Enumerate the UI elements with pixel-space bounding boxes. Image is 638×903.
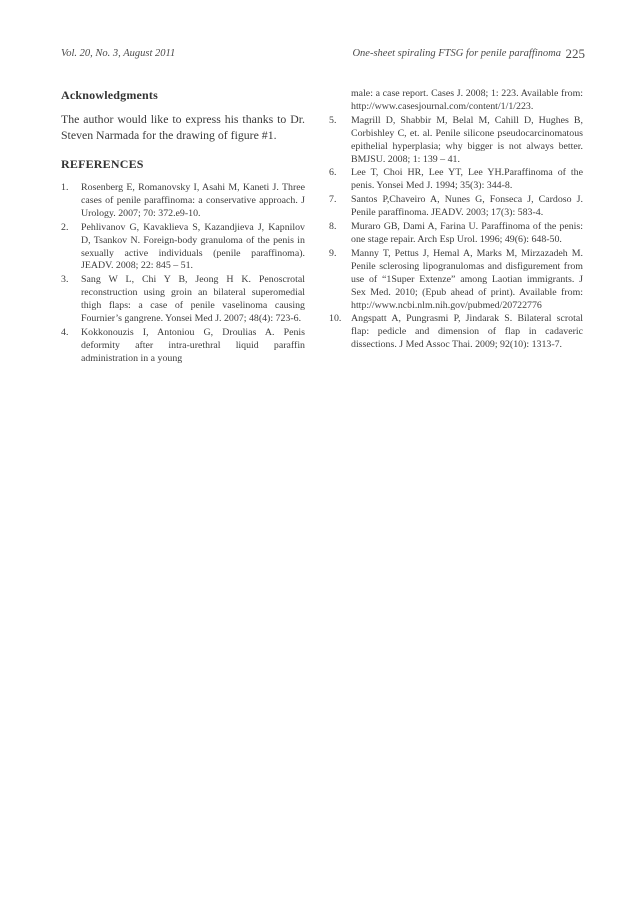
right-column xyxy=(329,88,583,353)
reference-number: 5. xyxy=(329,114,337,126)
running-title: One-sheet spiraling FTSG for penile paraffinoma xyxy=(352,48,561,59)
reference-number: 9. xyxy=(329,247,337,259)
reference-text: Manny T, Pettus J, Hemal A, Marks M, Mirzazadeh M. Penile sclerosing lipogranulomas and disfigurement from use of “1Super Extenze” among Laotian immigrants. J Sex Med. 2010; (Epub ahead of print). Available from: http://www.ncbi.nlm.nih.gov/pubmed/20722776 xyxy=(351,247,583,311)
reference-number: 3. xyxy=(61,274,69,286)
reference-text: Santos P,Chaveiro A, Nunes G, Fonseca J, Cardoso J. Penile paraffinoma. JEADV. 2003; 17(3): 583-4. xyxy=(351,194,583,219)
acknowledgments-heading: Acknowledgments xyxy=(61,88,159,102)
reference-text: Lee T, Choi HR, Lee YT, Lee YH.Paraffinoma of the penis. Yonsei Med J. 1994; 35(3): 344-8. xyxy=(351,167,583,192)
reference-item xyxy=(329,248,583,313)
reference-text: Muraro GB, Dami A, Farina U. Paraffinoma of the penis: one stage repair. Arch Esp Urol. 1996; 49(6): 648-50. xyxy=(351,221,583,245)
reference-text: Kokkonouzis I, Antoniou G, Droulias A. Penis deformity after intra-urethral liquid paraffin administration in a young xyxy=(81,326,305,364)
reference-text: Angspatt A, Pungrasmi P, Jindarak S. Bilateral scrotal flap: pedicle and dimension of flap in cadaveric dissections. J Med Assoc Thai. 2009; 92(10): 1313-7. xyxy=(351,313,583,351)
references-heading: REFERENCES xyxy=(61,157,144,171)
reference-number: 6. xyxy=(329,167,337,179)
journal-issue: Vol. 20, No. 3, August 2011 xyxy=(61,48,176,59)
references-list-left xyxy=(61,182,305,366)
page-header xyxy=(61,46,585,64)
reference-text: Rosenberg E, Romanovsky I, Asahi M, Kaneti J. Three cases of penile paraffinoma: a conservative approach. J Urology. 2007; 70: 372.e9-10. xyxy=(81,182,305,219)
reference-number: 8. xyxy=(329,221,337,233)
reference-text: Pehlivanov G, Kavaklieva S, Kazandjieva J, Kapnilov D, Tsankov N. Foreign-body granuloma of the penis in sexually active individuals (penile paraffinoma). JEADV. 2008; 22: 845 – 51. xyxy=(81,221,305,272)
reference-item xyxy=(329,115,583,167)
reference-item xyxy=(61,274,305,326)
reference-text: Magrill D, Shabbir M, Belal M, Cahill D, Hughes B, Corbishley C, et. al. Penile silicone pseudocarcinomatous epithelial hyperplasia; why bigger is not always better. BMJSU. 2008; 1: 139 – 41. xyxy=(351,114,583,165)
acknowledgments-text: The author would like to express his thanks to Dr. Steven Narmada for the drawing of figure #1. xyxy=(61,112,305,142)
reference-number: 10. xyxy=(329,313,342,325)
reference-item xyxy=(329,194,583,220)
left-column xyxy=(61,88,305,367)
reference-number: 2. xyxy=(61,221,69,233)
page-number: 225 xyxy=(565,46,585,61)
reference-item xyxy=(329,221,583,247)
reference-number: 7. xyxy=(329,194,337,206)
reference-number: 4. xyxy=(61,326,69,338)
reference-item xyxy=(61,222,305,274)
reference-item xyxy=(61,182,305,221)
reference-text: Sang W L, Chi Y B, Jeong H K. Penoscrotal reconstruction using groin an bilateral superomedial thigh flaps: a case of penile vaselinoma causing Fournier’s gangrene. Yonsei Med J. 2007; 48(4): 723-6. xyxy=(81,274,305,325)
reference-item xyxy=(329,313,583,352)
references-list-right xyxy=(329,115,583,352)
reference-continuation: male: a case report. Cases J. 2008; 1: 223. Available from: http://www.casesjournal.com/content/1/1/223. xyxy=(351,88,583,112)
reference-item xyxy=(61,327,305,366)
reference-item xyxy=(329,167,583,193)
reference-number: 1. xyxy=(61,182,69,193)
